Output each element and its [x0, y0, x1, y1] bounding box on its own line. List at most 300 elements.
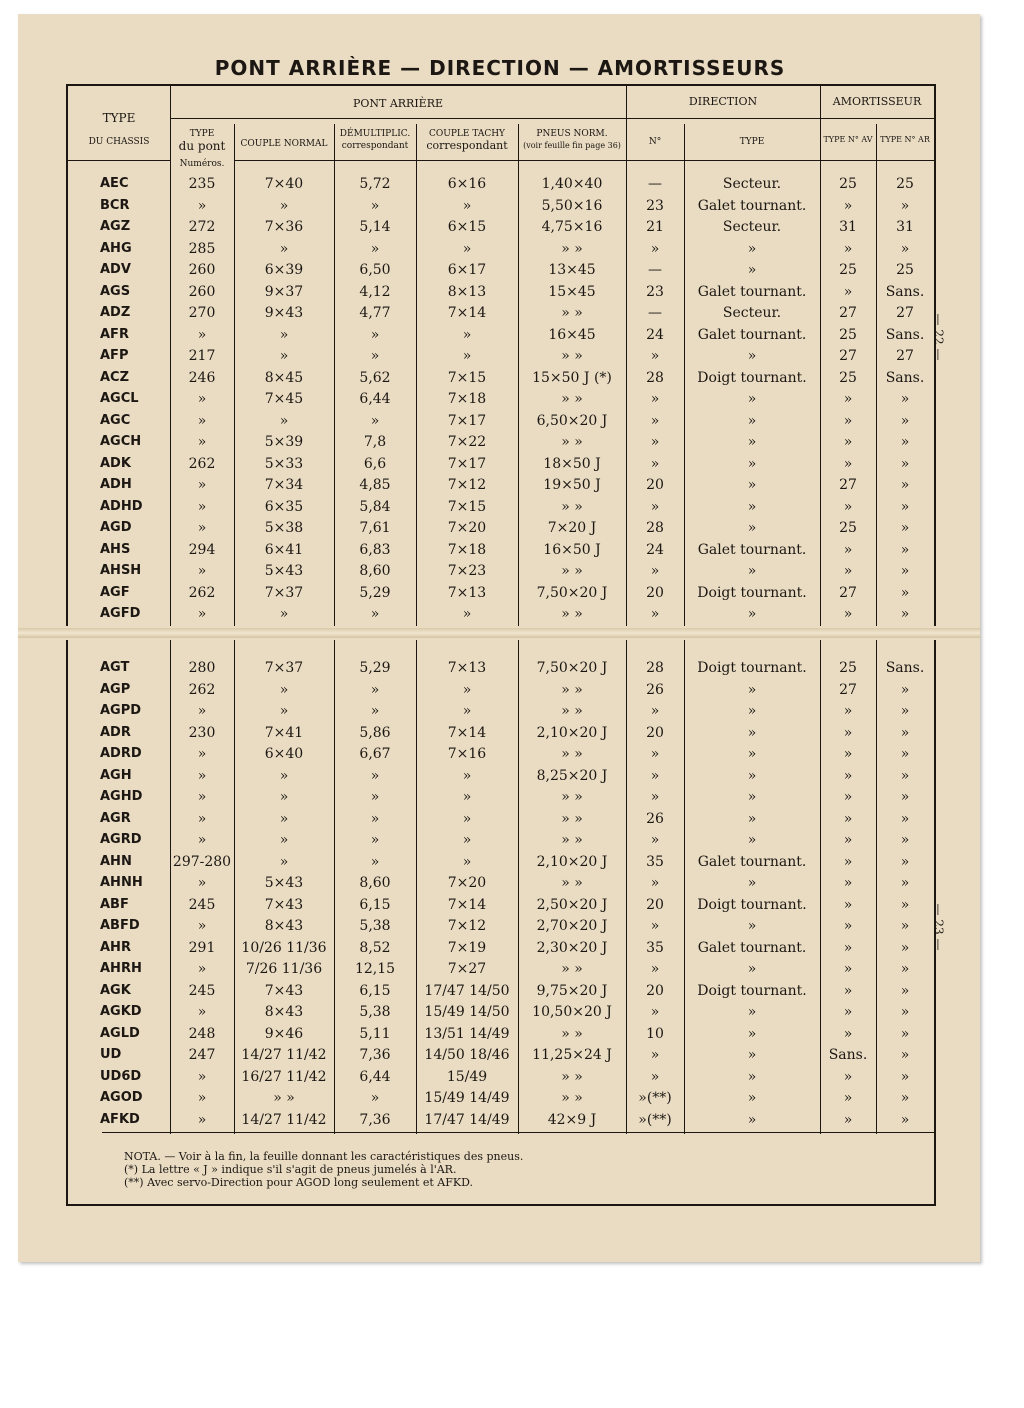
- table-cell: »: [843, 789, 853, 805]
- chassis-type-cell: ADH: [100, 477, 132, 492]
- header-demultiplic: DÉMULTIPLIC. correspondant: [339, 129, 411, 151]
- table-row: [68, 1047, 934, 1068]
- table-cell: »: [900, 961, 910, 977]
- table-cell: 7×20 J: [547, 520, 597, 536]
- chassis-type-cell: AGZ: [100, 219, 131, 234]
- table-cell: »: [900, 197, 910, 214]
- table-cell: »: [843, 412, 853, 429]
- table-cell: 16×45: [548, 326, 596, 343]
- table-cell: 2,10×20 J: [536, 853, 608, 870]
- table-cell: »: [900, 520, 910, 536]
- table-cell: 4,85: [359, 477, 391, 493]
- table-cell: 5×43: [264, 563, 304, 579]
- table-cell: 6,6: [363, 455, 387, 472]
- table-cell: »: [279, 606, 289, 622]
- chassis-type-cell: AGD: [100, 520, 132, 535]
- table-cell: 294: [188, 541, 216, 558]
- table-cell: 247: [188, 1047, 216, 1063]
- table-cell: »: [279, 348, 289, 364]
- table-cell: »: [370, 681, 380, 698]
- chassis-type-cell: AGH: [100, 767, 132, 783]
- chassis-type-cell: AFKD: [100, 1111, 140, 1127]
- table-cell: 5,38: [359, 918, 391, 934]
- table-cell: 6×15: [447, 219, 487, 235]
- table-cell: 262: [188, 681, 216, 698]
- table-cell: »: [462, 853, 472, 870]
- table-cell: »: [650, 1068, 660, 1085]
- table-cell: »: [900, 767, 910, 784]
- table-cell: 28: [646, 660, 664, 676]
- table-cell: 35: [646, 939, 664, 956]
- table-cell: 7×34: [264, 477, 304, 493]
- table-cell: 7×45: [264, 391, 304, 407]
- table-row: [68, 918, 934, 939]
- table-cell: 27: [839, 477, 857, 493]
- table-row: [68, 413, 934, 434]
- table-cell: 27: [839, 584, 857, 601]
- table-cell: 5,29: [359, 660, 391, 676]
- table-cell: 10: [646, 1025, 664, 1042]
- table-cell: » »: [561, 1068, 583, 1085]
- table-cell: 18×50 J: [543, 455, 601, 472]
- table-cell: »: [462, 348, 472, 364]
- chassis-type-cell: AGOD: [100, 1090, 143, 1105]
- table-cell: » »: [561, 1090, 583, 1106]
- table-cell: »: [650, 918, 660, 934]
- chassis-type-cell: AGKD: [100, 1004, 142, 1019]
- table-cell: » »: [561, 1025, 583, 1042]
- table-cell: Secteur.: [722, 219, 782, 235]
- table-cell: »: [279, 326, 289, 343]
- table-cell: »: [843, 434, 853, 450]
- table-cell: 7×18: [447, 391, 487, 407]
- table-cell: Doigt tournant.: [697, 982, 807, 999]
- page-number-23: — 23 —: [931, 903, 946, 951]
- header-amort-av: TYPE N° AV: [823, 135, 873, 144]
- table-cell: Sans.: [885, 283, 925, 300]
- table-cell: 6,44: [359, 391, 391, 407]
- table-cell: 16×50 J: [543, 541, 601, 558]
- table-cell: »: [900, 789, 910, 805]
- table-cell: »: [650, 789, 660, 805]
- chassis-type-cell: AGS: [100, 283, 131, 299]
- table-cell: »: [747, 767, 757, 784]
- table-cell: 5,86: [359, 724, 391, 741]
- table-cell: »: [900, 584, 910, 601]
- table-cell: »: [747, 391, 757, 407]
- table-cell: Sans.: [828, 1047, 868, 1063]
- table-cell: » »: [561, 681, 583, 698]
- table-cell: 28: [646, 369, 664, 386]
- table-cell: »: [197, 197, 207, 214]
- table-cell: » »: [273, 1090, 295, 1106]
- table-cell: 28: [646, 520, 664, 536]
- table-cell: » »: [561, 703, 583, 719]
- table-cell: 2,10×20 J: [536, 724, 608, 741]
- table-cell: 7×22: [447, 434, 487, 450]
- table-cell: »: [843, 283, 853, 300]
- table-cell: » »: [561, 875, 583, 891]
- table-cell: »: [900, 1111, 910, 1128]
- table-cell: »: [370, 326, 380, 343]
- chassis-type-cell: AGF: [100, 584, 130, 600]
- table-cell: 14/27 11/42: [241, 1111, 327, 1128]
- table-row: [68, 725, 934, 746]
- table-cell: »: [197, 412, 207, 429]
- chassis-type-cell: AGRD: [100, 832, 142, 847]
- table-cell: »: [900, 810, 910, 827]
- table-cell: » »: [561, 498, 583, 515]
- table-cell: 280: [188, 660, 216, 676]
- table-cell: »: [650, 348, 660, 364]
- table-cell: 10/26 11/36: [241, 939, 327, 956]
- table-cell: »: [747, 789, 757, 805]
- table-cell: 25: [896, 176, 914, 192]
- table-cell: »: [747, 832, 757, 848]
- table-cell: 7×17: [447, 412, 487, 429]
- chassis-type-cell: AGFD: [100, 606, 141, 621]
- chassis-type-cell: AHR: [100, 939, 131, 955]
- table-cell: 8×13: [447, 283, 487, 300]
- table-cell: 217: [188, 348, 216, 364]
- table-cell: 7×13: [447, 584, 487, 601]
- table-cell: »: [650, 434, 660, 450]
- table-cell: 9,75×20 J: [536, 982, 608, 999]
- table-cell: »: [650, 1047, 660, 1063]
- table-cell: 15/49 14/50: [424, 1004, 510, 1020]
- table-cell: » »: [561, 832, 583, 848]
- table-cell: 5,11: [359, 1025, 391, 1042]
- table-cell: »: [197, 477, 207, 493]
- table-cell: 2,70×20 J: [536, 918, 608, 934]
- table-cell: »: [843, 767, 853, 784]
- table-cell: » »: [561, 606, 583, 622]
- chassis-type-cell: AGR: [100, 810, 131, 826]
- table-cell: 5,72: [359, 176, 391, 192]
- table-cell: 7×14: [447, 896, 487, 913]
- table-cell: »: [462, 240, 472, 257]
- table-cell: »: [462, 789, 472, 805]
- table-cell: »: [279, 703, 289, 719]
- table-row: [68, 768, 934, 789]
- chassis-type-cell: AHN: [100, 853, 132, 869]
- table-cell: »: [747, 563, 757, 579]
- table-cell: Galet tournant.: [697, 853, 807, 870]
- table-cell: 20: [646, 724, 664, 741]
- table-cell: »: [197, 746, 207, 762]
- table-cell: »: [843, 746, 853, 762]
- notes-block: [124, 1150, 523, 1189]
- table-cell: »: [370, 853, 380, 870]
- table-cell: »: [900, 1047, 910, 1063]
- table-bottom: [66, 640, 936, 1206]
- header-direction: DIRECTION: [688, 95, 758, 108]
- table-cell: »: [279, 412, 289, 429]
- table-cell: 27: [896, 305, 914, 321]
- table-cell: 27: [839, 681, 857, 698]
- table-cell: »: [747, 681, 757, 698]
- table-cell: »: [197, 789, 207, 805]
- chassis-type-cell: AGPD: [100, 703, 142, 718]
- table-row: [68, 746, 934, 767]
- table-cell: 23: [646, 197, 664, 214]
- table-cell: 7×36: [264, 219, 304, 235]
- table-cell: »: [843, 1025, 853, 1042]
- chassis-type-cell: AGCH: [100, 434, 142, 449]
- chassis-type-cell: AGHD: [100, 789, 143, 804]
- table-cell: »: [279, 810, 289, 827]
- table-cell: 8×43: [264, 1004, 304, 1020]
- chassis-type-cell: ACZ: [100, 369, 130, 385]
- table-row: [68, 1026, 934, 1047]
- table-cell: 15×50 J (*): [532, 369, 612, 386]
- table-cell: 5,14: [359, 219, 391, 235]
- table-cell: 17/47 14/49: [424, 1111, 510, 1128]
- table-cell: » »: [561, 746, 583, 762]
- table-cell: 12,15: [354, 961, 396, 977]
- chassis-type-cell: AGCL: [100, 391, 139, 406]
- table-cell: 11,25×24 J: [532, 1047, 612, 1063]
- table-cell: »: [900, 1004, 910, 1020]
- table-cell: 7,61: [359, 520, 391, 536]
- table-cell: 26: [646, 810, 664, 827]
- table-cell: 297-280: [172, 853, 232, 870]
- table-cell: »: [843, 606, 853, 622]
- table-cell: »: [650, 767, 660, 784]
- header-couple-tachy: COUPLE TACHY correspondant: [426, 129, 508, 152]
- table-row: [68, 305, 934, 326]
- chassis-type-cell: AGLD: [100, 1025, 140, 1041]
- table-cell: »: [843, 961, 853, 977]
- page-number-22: — 22 —: [931, 313, 946, 361]
- table-cell: »: [197, 1111, 207, 1128]
- table-cell: »: [843, 918, 853, 934]
- table-cell: »: [747, 1047, 757, 1063]
- table-cell: 5×33: [264, 455, 304, 472]
- table-cell: 7×14: [447, 305, 487, 321]
- chassis-type-cell: BCR: [100, 197, 130, 213]
- chassis-type-cell: AGK: [100, 982, 131, 998]
- table-row: [68, 832, 934, 853]
- table-cell: 5,84: [359, 498, 391, 515]
- chassis-type-cell: ABF: [100, 896, 129, 912]
- table-cell: »: [650, 1004, 660, 1020]
- header-amort-ar: TYPE N° AR: [880, 135, 930, 144]
- table-cell: 7×17: [447, 455, 487, 472]
- table-cell: 6×16: [447, 176, 487, 192]
- table-cell: 6,44: [359, 1068, 391, 1085]
- table-cell: 7×43: [264, 982, 304, 999]
- table-row: [68, 176, 934, 197]
- table-cell: »: [900, 875, 910, 891]
- table-cell: »: [650, 961, 660, 977]
- table-cell: »: [747, 434, 757, 450]
- chassis-type-cell: AGP: [100, 681, 131, 697]
- page-fold: [18, 628, 980, 638]
- table-row: [68, 434, 934, 455]
- table-cell: »: [900, 724, 910, 741]
- table-cell: 7×12: [447, 918, 487, 934]
- table-cell: 20: [646, 896, 664, 913]
- table-cell: 6×40: [264, 746, 304, 762]
- table-cell: 7×12: [447, 477, 487, 493]
- table-cell: »: [747, 703, 757, 719]
- header-direction-type: TYPE: [739, 137, 765, 147]
- table-cell: »: [462, 703, 472, 719]
- table-cell: »: [197, 832, 207, 848]
- header-pneus: PNEUS NORM. (voir feuille fin page 36): [523, 129, 621, 150]
- table-cell: 8,60: [359, 875, 391, 891]
- table-cell: »: [747, 746, 757, 762]
- table-cell: »: [843, 240, 853, 257]
- table-cell: »: [197, 520, 207, 536]
- table-cell: »: [747, 240, 757, 257]
- table-cell: »: [843, 197, 853, 214]
- table-cell: »: [197, 1068, 207, 1085]
- table-cell: »: [197, 391, 207, 407]
- table-cell: »: [197, 875, 207, 891]
- table-cell: »: [650, 563, 660, 579]
- table-top: [66, 84, 936, 626]
- table-cell: 19×50 J: [543, 477, 601, 493]
- table-row: [68, 1090, 934, 1111]
- table-row: [68, 811, 934, 832]
- table-cell: Secteur.: [722, 305, 782, 321]
- table-row: [68, 241, 934, 262]
- table-cell: 25: [839, 326, 857, 343]
- table-cell: 20: [646, 477, 664, 493]
- table-cell: 7×20: [447, 875, 487, 891]
- table-cell: »: [900, 455, 910, 472]
- table-cell: »: [197, 961, 207, 977]
- table-row: [68, 983, 934, 1004]
- table-cell: 7×18: [447, 541, 487, 558]
- table-cell: »: [843, 541, 853, 558]
- table-cell: »: [462, 681, 472, 698]
- table-row: [68, 563, 934, 584]
- table-cell: »: [197, 918, 207, 934]
- table-cell: »: [900, 939, 910, 956]
- table-cell: 7×14: [447, 724, 487, 741]
- chassis-type-cell: ADK: [100, 455, 131, 471]
- table-cell: »: [843, 724, 853, 741]
- table-row: [68, 897, 934, 918]
- table-cell: »: [462, 767, 472, 784]
- table-cell: 7×16: [447, 746, 487, 762]
- table-cell: 14/50 18/46: [424, 1047, 510, 1063]
- table-cell: »: [650, 875, 660, 891]
- table-cell: —: [648, 262, 662, 278]
- table-row: [68, 327, 934, 348]
- table-cell: »: [747, 498, 757, 515]
- table-cell: 21: [646, 219, 664, 235]
- table-cell: 272: [188, 219, 216, 235]
- table-row: [68, 606, 934, 627]
- table-cell: »: [197, 434, 207, 450]
- table-cell: »(**): [638, 1090, 672, 1106]
- table-cell: »: [197, 498, 207, 515]
- table-cell: »: [747, 262, 757, 278]
- table-cell: 7,50×20 J: [536, 660, 608, 676]
- table-row: [68, 1112, 934, 1133]
- chassis-type-cell: ADHD: [100, 498, 143, 514]
- table-cell: 5×39: [264, 434, 304, 450]
- table-cell: »: [900, 832, 910, 848]
- table-cell: 7×40: [264, 176, 304, 192]
- chassis-type-cell: AHRH: [100, 961, 142, 976]
- table-cell: » »: [561, 391, 583, 407]
- table-cell: 9×37: [264, 283, 304, 300]
- table-cell: »: [900, 498, 910, 515]
- table-cell: Galet tournant.: [697, 283, 807, 300]
- table-cell: »: [900, 391, 910, 407]
- table-cell: 5×43: [264, 875, 304, 891]
- table-cell: »: [650, 832, 660, 848]
- table-cell: »: [197, 810, 207, 827]
- table-cell: »: [900, 703, 910, 719]
- table-cell: 6,15: [359, 896, 391, 913]
- table-cell: Doigt tournant.: [697, 896, 807, 913]
- table-cell: »: [900, 606, 910, 622]
- table-row: [68, 660, 934, 681]
- table-cell: »: [843, 939, 853, 956]
- chassis-type-cell: AFP: [100, 348, 129, 363]
- table-cell: 262: [188, 455, 216, 472]
- table-row: [68, 520, 934, 541]
- header-direction-no: N°: [648, 137, 662, 147]
- header-amortisseur: AMORTISSEUR: [832, 95, 922, 108]
- table-cell: »: [747, 810, 757, 827]
- table-cell: 6,50×20 J: [536, 412, 608, 429]
- table-cell: 6×35: [264, 498, 304, 515]
- chassis-type-cell: AFR: [100, 326, 129, 342]
- table-cell: »: [462, 197, 472, 214]
- table-cell: 2,30×20 J: [536, 939, 608, 956]
- table-cell: »: [747, 520, 757, 536]
- table-row: [68, 703, 934, 724]
- chassis-type-cell: ADZ: [100, 305, 131, 320]
- table-cell: 9×46: [264, 1025, 304, 1042]
- table-row: [68, 198, 934, 219]
- chassis-type-cell: AEC: [100, 176, 129, 191]
- table-cell: »: [900, 982, 910, 999]
- table-cell: »: [843, 455, 853, 472]
- note-line: (**) Avec servo-Direction pour AGOD long seulement et AFKD.: [124, 1176, 474, 1189]
- table-cell: Doigt tournant.: [697, 584, 807, 601]
- table-cell: »: [650, 606, 660, 622]
- table-cell: 2,50×20 J: [536, 896, 608, 913]
- table-cell: 16/27 11/42: [241, 1068, 327, 1085]
- chassis-type-cell: ABFD: [100, 918, 140, 933]
- table-cell: 27: [839, 348, 857, 364]
- table-cell: »: [747, 1090, 757, 1106]
- table-cell: 7,50×20 J: [536, 584, 608, 601]
- table-cell: » »: [561, 434, 583, 450]
- table-cell: 17/47 14/50: [424, 982, 510, 999]
- table-cell: »: [900, 1068, 910, 1085]
- table-cell: 7×37: [264, 660, 304, 676]
- table-cell: 230: [188, 724, 216, 741]
- chassis-type-cell: ADRD: [100, 746, 142, 761]
- table-cell: 7×27: [447, 961, 487, 977]
- table-cell: 6,67: [359, 746, 391, 762]
- table-row: [68, 456, 934, 477]
- table-cell: 15/49 14/49: [424, 1090, 510, 1106]
- table-cell: »: [747, 606, 757, 622]
- table-cell: »: [747, 477, 757, 493]
- table-cell: »: [370, 240, 380, 257]
- table-row: [68, 262, 934, 283]
